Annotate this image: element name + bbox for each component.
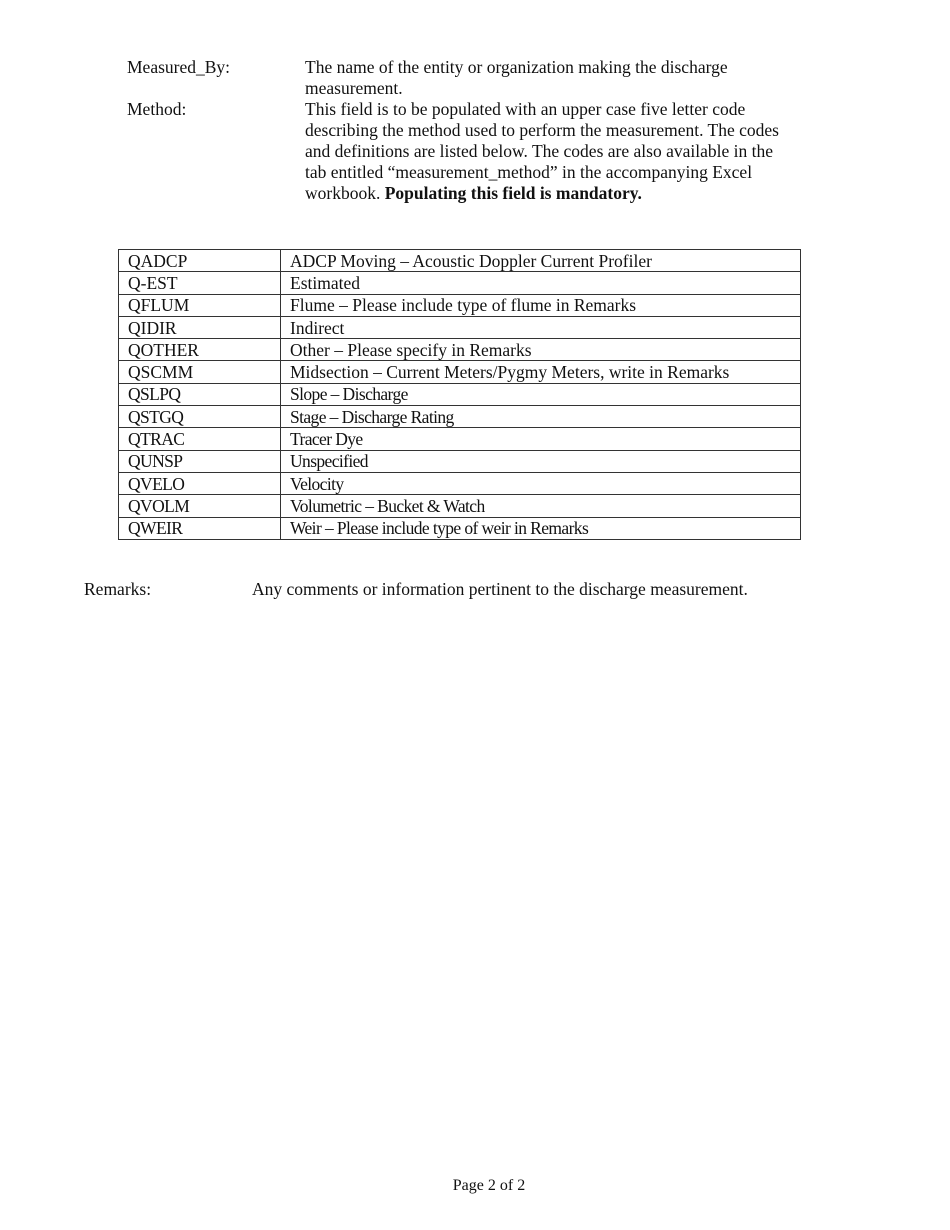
method-code: QVELO [119,472,281,494]
table-row [119,517,801,539]
table-row [119,250,801,272]
table-row [119,316,801,338]
method-definition: Slope – Discharge [281,383,801,405]
field-description [305,99,795,204]
method-code: QSLPQ [119,383,281,405]
method-codes-table [118,249,801,540]
method-definition: Indirect [281,316,801,338]
field-description: Any comments or information pertinent to the discharge measurement. [252,579,748,599]
field-remarks [84,579,884,600]
method-definition: Other – Please specify in Remarks [281,339,801,361]
method-definition: Weir – Please include type of weir in Remarks [281,517,801,539]
method-definition: Velocity [281,472,801,494]
table-row [119,450,801,472]
table-row [119,406,801,428]
table-row [119,383,801,405]
table-row [119,428,801,450]
method-definition: ADCP Moving – Acoustic Doppler Current Profiler [281,250,801,272]
table-row [119,272,801,294]
method-definition: Flume – Please include type of flume in Remarks [281,294,801,316]
method-definition: Estimated [281,272,801,294]
field-description: The name of the entity or organization making the discharge measurement. [305,57,728,98]
field-label: Remarks: [84,579,152,599]
field-label: Measured_By: [127,57,231,77]
method-code: QWEIR [119,517,281,539]
method-code: QOTHER [119,339,281,361]
field-label: Method: [127,99,187,119]
mandatory-note: Populating this field is mandatory. [384,183,642,203]
page-number: Page 2 of 2 [452,1177,526,1194]
method-definition: Stage – Discharge Rating [281,406,801,428]
method-definition: Volumetric – Bucket & Watch [281,495,801,517]
method-code: QUNSP [119,450,281,472]
method-code: QSCMM [119,361,281,383]
method-code: QIDIR [119,316,281,338]
table-row [119,294,801,316]
table-row [119,472,801,494]
method-definition: Midsection – Current Meters/Pygmy Meters, write in Remarks [281,361,801,383]
method-code: QFLUM [119,294,281,316]
method-definition: Tracer Dye [281,428,801,450]
method-code: QADCP [119,250,281,272]
method-code: QTRAC [119,428,281,450]
table-row [119,495,801,517]
table-row [119,361,801,383]
field-method [127,99,807,204]
method-code: QVOLM [119,495,281,517]
field-description-text: This field is to be populated with an upper case five letter code describing the method used to perform the measurement. The codes and definitions are listed below. The codes are also available in the tab entitled “measurement_method” in the accompanying Excel workbook. [305,99,779,203]
field-measured-by [127,57,807,99]
method-definition: Unspecified [281,450,801,472]
method-code: Q-EST [119,272,281,294]
method-code: QSTGQ [119,406,281,428]
table-row [119,339,801,361]
